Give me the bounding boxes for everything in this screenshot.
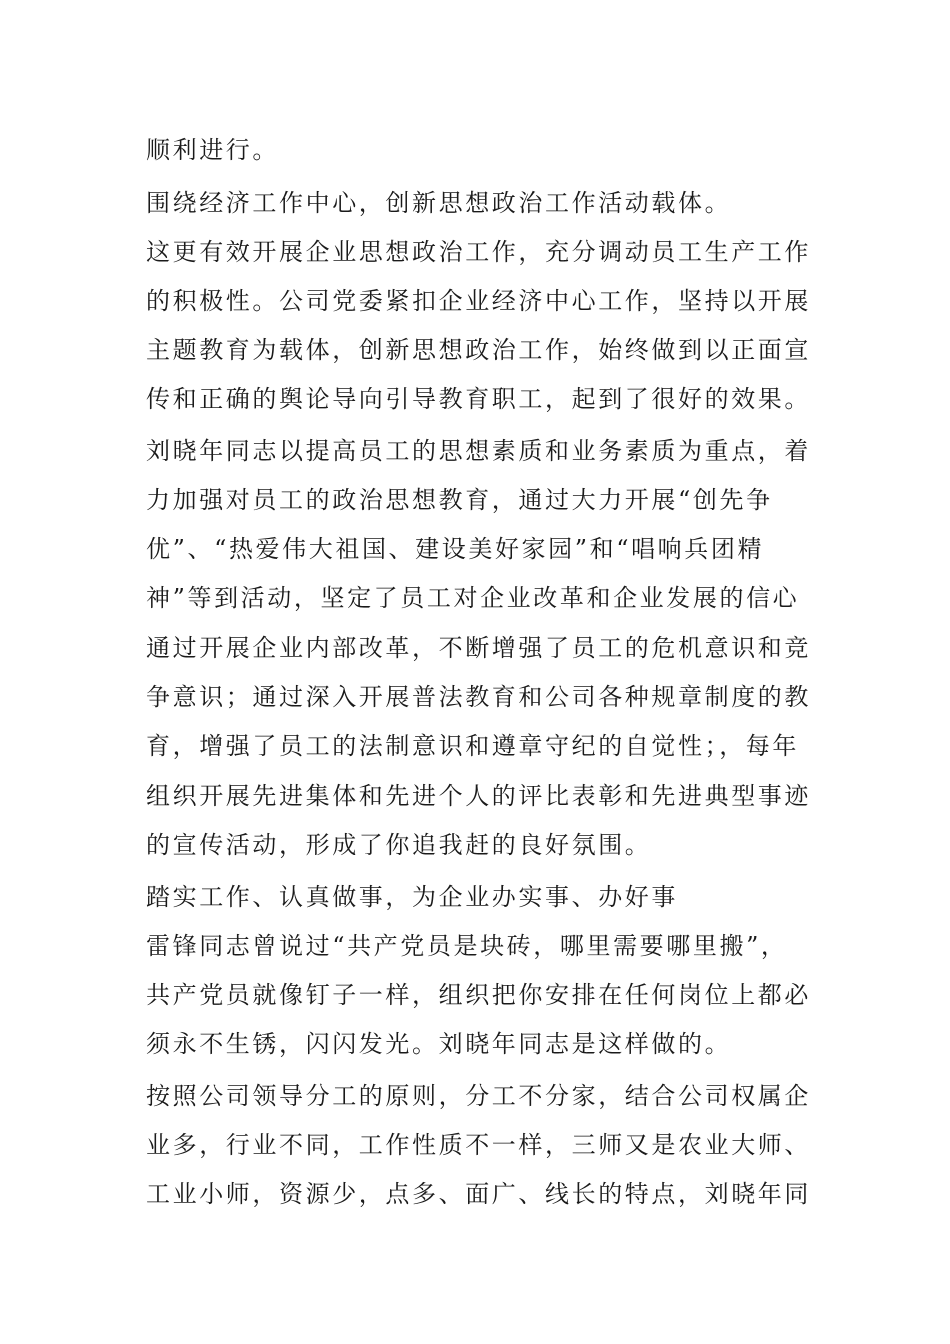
text-line: 的积极性。公司党委紧扣企业经济中心工作，坚持以开展: [146, 287, 811, 315]
text-line: 须永不生锈，闪闪发光。刘晓年同志是这样做的。: [146, 1030, 732, 1058]
text-line: 神”等到活动，坚定了员工对企业改革和企业发展的信心: [146, 584, 800, 612]
text-line: 通过开展企业内部改革，不断增强了员工的危机意识和竞: [146, 634, 811, 662]
text-line: 组织开展先进集体和先进个人的评比表彰和先进典型事迹: [146, 782, 811, 810]
text-line: 踏实工作、认真做事，为企业办实事、办好事: [146, 883, 678, 911]
text-line: 工业小师，资源少，点多、面广、线长的特点，刘晓年同: [146, 1180, 811, 1208]
text-line: 业多，行业不同，工作性质不一样，三师又是农业大师、: [146, 1131, 811, 1159]
text-line: 传和正确的舆论导向引导教育职工，起到了很好的效果。: [146, 385, 811, 413]
text-line: 雷锋同志曾说过“共产党员是块砖，哪里需要哪里搬”，: [146, 932, 788, 960]
text-line: 按照公司领导分工的原则，分工不分家，结合公司权属企: [146, 1082, 811, 1110]
text-line: 主题教育为载体，创新思想政治工作，始终做到以正面宣: [146, 336, 811, 364]
text-line: 顺利进行。: [146, 136, 279, 164]
text-line: 的宣传活动，形成了你追我赶的良好氛围。: [146, 831, 652, 859]
text-line: 刘晓年同志以提高员工的思想素质和业务素质为重点，着: [146, 437, 811, 465]
text-line: 争意识；通过深入开展普法教育和公司各种规章制度的教: [146, 683, 811, 711]
text-line: 育，增强了员工的法制意识和遵章守纪的自觉性；，每年: [146, 732, 799, 760]
text-line: 围绕经济工作中心，创新思想政治工作活动载体。: [146, 189, 732, 217]
text-line: 这更有效开展企业思想政治工作，充分调动员工生产工作: [146, 238, 811, 266]
text-line: 力加强对员工的政治思想教育，通过大力开展“创先争: [146, 486, 773, 514]
text-line: 优”、“热爱伟大祖国、建设美好家园”和“唱响兵团精: [146, 535, 765, 563]
text-line: 共产党员就像钉子一样，组织把你安排在任何岗位上都必: [146, 981, 811, 1009]
